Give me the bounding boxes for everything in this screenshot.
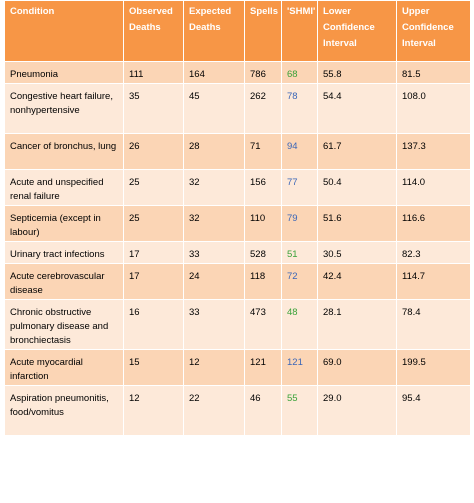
cell-expected: 22	[184, 386, 245, 436]
cell-expected: 33	[184, 242, 245, 264]
cell-spells: 71	[245, 134, 282, 170]
cell-lower-ci: 69.0	[318, 350, 397, 386]
table-row	[5, 264, 471, 300]
cell-condition: Acute cerebrovascular disease	[5, 264, 124, 300]
table-row	[5, 242, 471, 264]
cell-spells: 786	[245, 62, 282, 84]
table-row	[5, 170, 471, 206]
cell-lower-ci: 29.0	[318, 386, 397, 436]
cell-upper-ci: 114.0	[397, 170, 471, 206]
table-row	[5, 134, 471, 170]
cell-spells: 262	[245, 84, 282, 134]
header-condition: Condition	[5, 1, 124, 62]
table-row	[5, 62, 471, 84]
cell-upper-ci: 199.5	[397, 350, 471, 386]
cell-upper-ci: 114.7	[397, 264, 471, 300]
cell-upper-ci: 95.4	[397, 386, 471, 436]
cell-expected: 12	[184, 350, 245, 386]
cell-observed: 17	[124, 264, 184, 300]
cell-condition: Urinary tract infections	[5, 242, 124, 264]
mortality-table-container	[4, 0, 470, 436]
cell-lower-ci: 55.8	[318, 62, 397, 84]
cell-shmi: 78	[282, 84, 318, 134]
cell-condition: Cancer of bronchus, lung	[5, 134, 124, 170]
cell-spells: 46	[245, 386, 282, 436]
mortality-table	[4, 0, 471, 436]
cell-shmi: 77	[282, 170, 318, 206]
table-row	[5, 386, 471, 436]
cell-observed: 26	[124, 134, 184, 170]
cell-shmi: 48	[282, 300, 318, 350]
table-row	[5, 300, 471, 350]
cell-expected: 32	[184, 170, 245, 206]
cell-lower-ci: 28.1	[318, 300, 397, 350]
cell-upper-ci: 82.3	[397, 242, 471, 264]
cell-shmi: 94	[282, 134, 318, 170]
header-lower-ci: Lower Confidence Interval	[318, 1, 397, 62]
cell-lower-ci: 54.4	[318, 84, 397, 134]
cell-observed: 15	[124, 350, 184, 386]
cell-observed: 111	[124, 62, 184, 84]
cell-condition: Congestive heart failure, nonhypertensive	[5, 84, 124, 134]
cell-condition: Pneumonia	[5, 62, 124, 84]
cell-condition: Chronic obstructive pulmonary disease and bronchiectasis	[5, 300, 124, 350]
table-row	[5, 350, 471, 386]
cell-lower-ci: 42.4	[318, 264, 397, 300]
table-row	[5, 206, 471, 242]
cell-expected: 164	[184, 62, 245, 84]
header-upper-ci: Upper Confidence Interval	[397, 1, 471, 62]
header-row	[5, 1, 471, 62]
cell-lower-ci: 61.7	[318, 134, 397, 170]
cell-observed: 12	[124, 386, 184, 436]
header-spells: Spells	[245, 1, 282, 62]
cell-expected: 33	[184, 300, 245, 350]
cell-spells: 121	[245, 350, 282, 386]
cell-condition: Septicemia (except in labour)	[5, 206, 124, 242]
cell-upper-ci: 81.5	[397, 62, 471, 84]
cell-shmi: 79	[282, 206, 318, 242]
cell-expected: 45	[184, 84, 245, 134]
cell-spells: 473	[245, 300, 282, 350]
cell-shmi: 55	[282, 386, 318, 436]
cell-spells: 110	[245, 206, 282, 242]
header-observed-deaths: Observed Deaths	[124, 1, 184, 62]
header-shmi: 'SHMI'	[282, 1, 318, 62]
cell-expected: 28	[184, 134, 245, 170]
cell-shmi: 72	[282, 264, 318, 300]
cell-expected: 32	[184, 206, 245, 242]
cell-shmi: 51	[282, 242, 318, 264]
cell-expected: 24	[184, 264, 245, 300]
cell-lower-ci: 51.6	[318, 206, 397, 242]
cell-upper-ci: 137.3	[397, 134, 471, 170]
cell-lower-ci: 50.4	[318, 170, 397, 206]
cell-condition: Aspiration pneumonitis, food/vomitus	[5, 386, 124, 436]
cell-upper-ci: 78.4	[397, 300, 471, 350]
cell-spells: 528	[245, 242, 282, 264]
cell-spells: 118	[245, 264, 282, 300]
cell-observed: 16	[124, 300, 184, 350]
cell-lower-ci: 30.5	[318, 242, 397, 264]
cell-observed: 17	[124, 242, 184, 264]
cell-observed: 35	[124, 84, 184, 134]
cell-upper-ci: 108.0	[397, 84, 471, 134]
cell-observed: 25	[124, 206, 184, 242]
cell-shmi: 68	[282, 62, 318, 84]
table-row	[5, 84, 471, 134]
cell-upper-ci: 116.6	[397, 206, 471, 242]
cell-spells: 156	[245, 170, 282, 206]
cell-observed: 25	[124, 170, 184, 206]
cell-shmi: 121	[282, 350, 318, 386]
cell-condition: Acute and unspecified renal failure	[5, 170, 124, 206]
cell-condition: Acute myocardial infarction	[5, 350, 124, 386]
header-expected-deaths: Expected Deaths	[184, 1, 245, 62]
